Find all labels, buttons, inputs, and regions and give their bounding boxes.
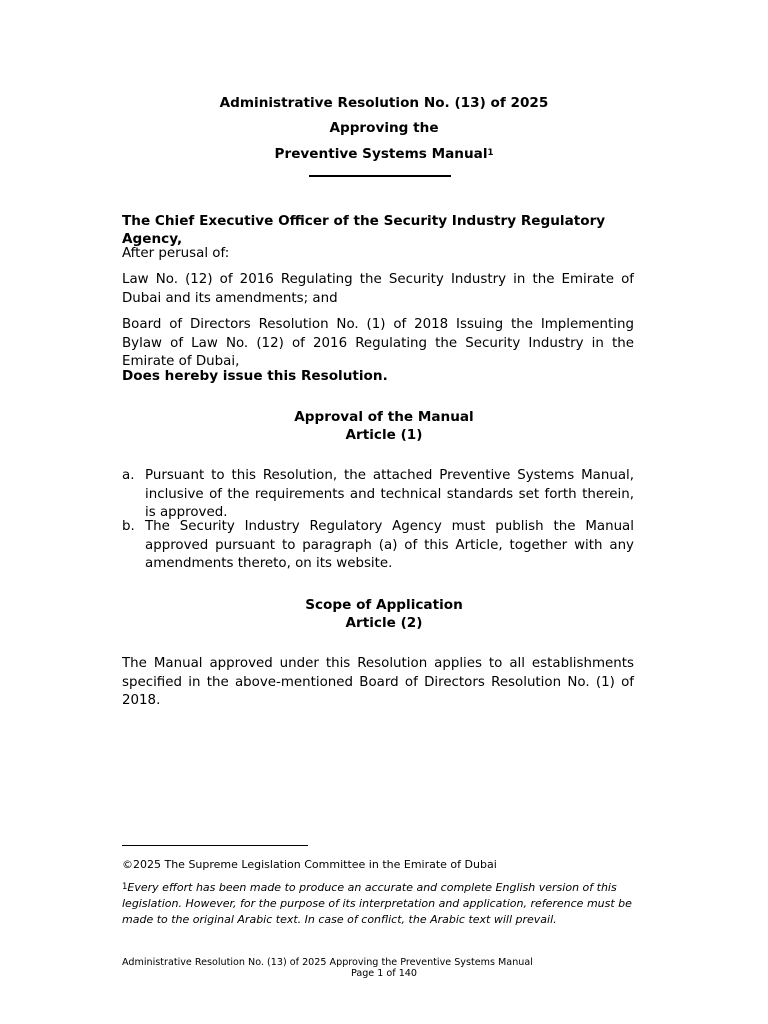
article-2-number: Article (2)	[345, 615, 423, 631]
title-line-3	[0, 145, 768, 163]
title-line-1: Administrative Resolution No. (13) of 2025	[219, 95, 549, 111]
footnote-marker: 1	[122, 882, 128, 892]
title-manual-name: Preventive Systems Manual	[274, 146, 488, 162]
footnote-reference[interactable]: 1	[487, 148, 494, 158]
translation-disclaimer-text: Every effort has been made to produce an accurate and complete English version of this legislation. However, for the purpose of its interpretation and application, reference must be made to the original Arabic text. In case of conflict, the Arabic text will prevail.	[122, 881, 632, 926]
issuer-heading: The Chief Executive Officer of the Security Industry Regulatory Agency,	[122, 213, 606, 247]
footer-page-number: Page 1 of 140	[350, 968, 418, 979]
list-item-label: b.	[122, 519, 135, 534]
article-2-text: The Manual approved under this Resolution applies to all establishments specified in the above-mentioned Board of Directors Resolution No. (1) of 2018.	[122, 656, 634, 708]
article-1-number: Article (1)	[345, 427, 423, 443]
issue-statement: Does hereby issue this Resolution.	[122, 368, 388, 384]
translation-disclaimer	[122, 880, 638, 928]
title-underline	[309, 175, 451, 177]
footer-document-title: Administrative Resolution No. (13) of 2025 Approving the Preventive Systems Manual	[122, 957, 533, 968]
article-1-item-a: Pursuant to this Resolution, the attached Preventive Systems Manual, inclusive of the requirements and technical standards set forth therein, is approved.	[145, 468, 634, 520]
footnote-separator	[122, 845, 308, 846]
perusal-item-board-resolution: Board of Directors Resolution No. (1) of 2018 Issuing the Implementing Bylaw of Law No. (12) of 2016 Regulating the Security Industry in the Emirate of Dubai,	[122, 317, 634, 369]
perusal-item-law: Law No. (12) of 2016 Regulating the Security Industry in the Emirate of Dubai and its amendments; and	[122, 272, 634, 306]
copyright-notice: ©2025 The Supreme Legislation Committee in the Emirate of Dubai	[122, 858, 497, 871]
list-item-label: a.	[122, 468, 135, 483]
perusal-intro: After perusal of:	[122, 246, 230, 261]
article-2-heading: Scope of Application	[305, 597, 463, 613]
article-1-item-b: The Security Industry Regulatory Agency must publish the Manual approved pursuant to paragraph (a) of this Article, together with any amendments thereto, on its website.	[145, 519, 634, 571]
article-1-heading: Approval of the Manual	[294, 409, 474, 425]
title-line-2: Approving the	[329, 120, 439, 136]
